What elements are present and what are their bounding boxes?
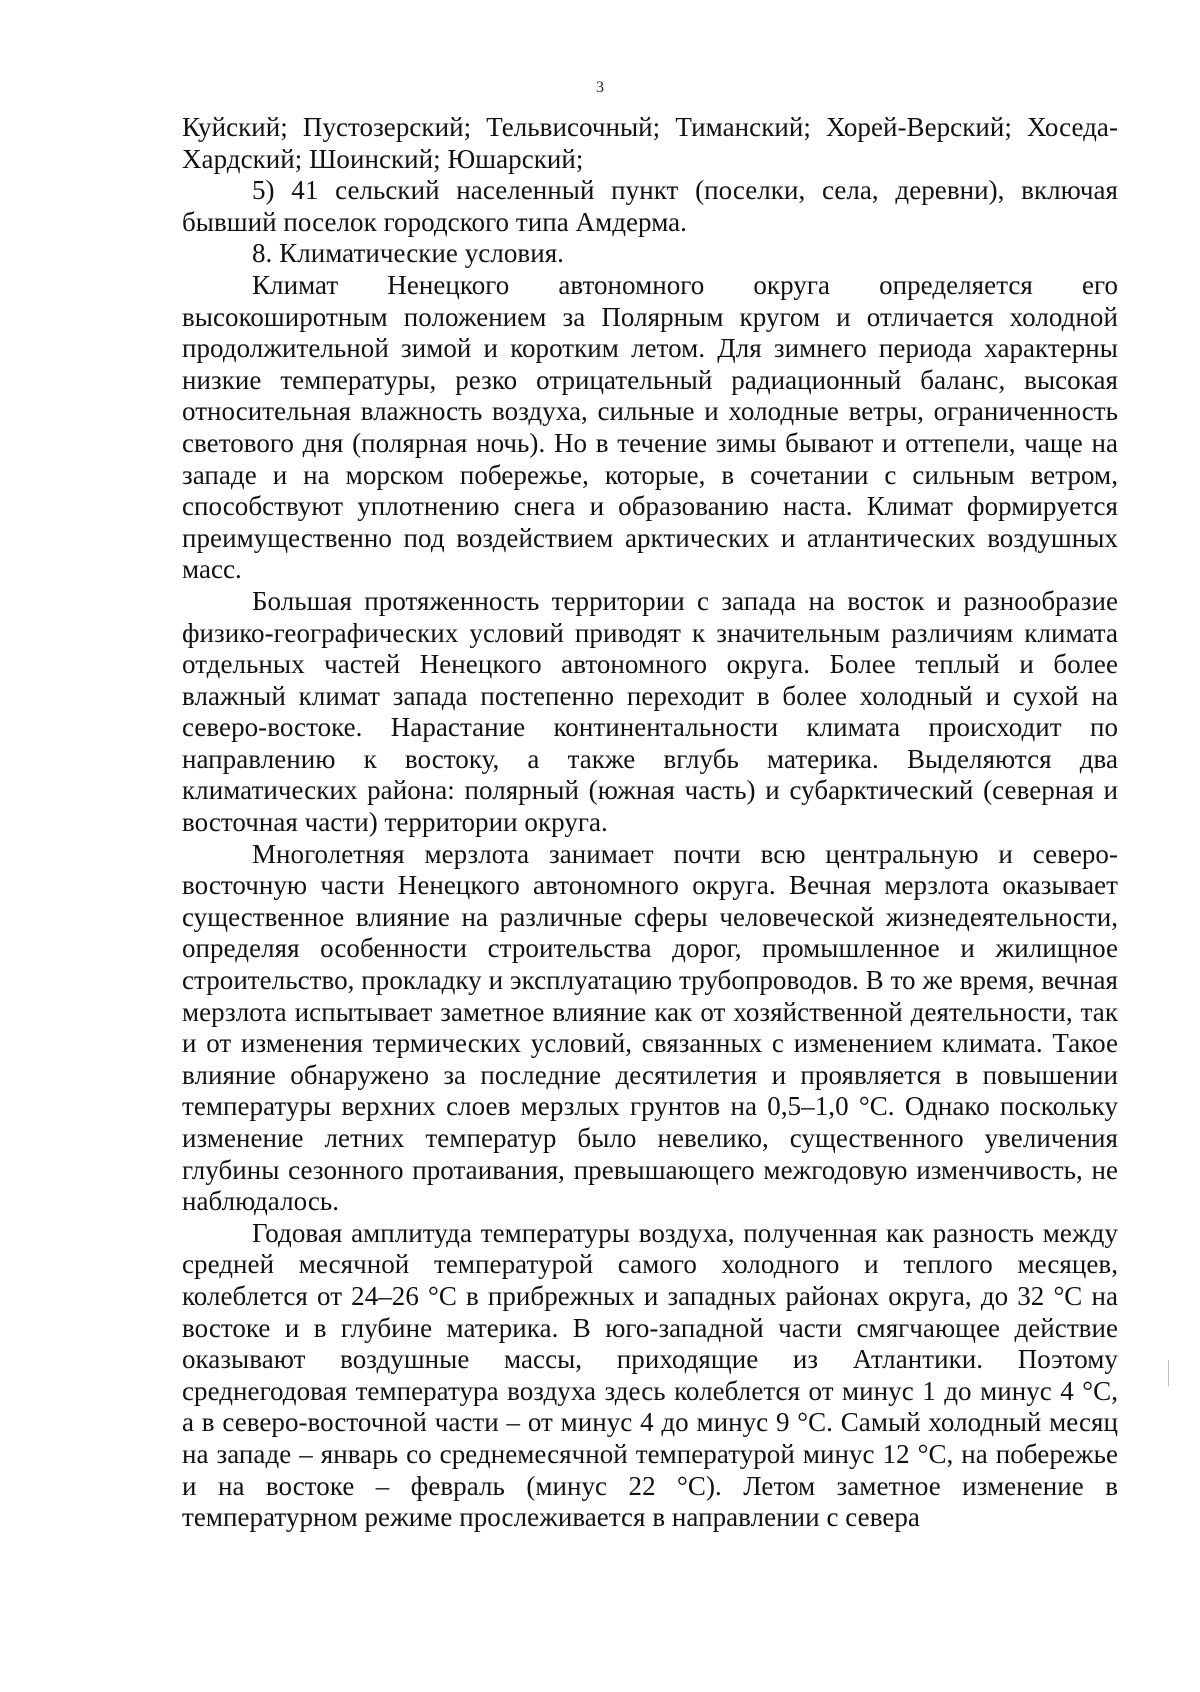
page-number: 3: [596, 79, 604, 96]
scan-artifact-line: [1168, 1360, 1169, 1386]
paragraph-temperature-amplitude: Годовая амплитуда температуры воздуха, полученная как разность между средней месячной температурой самого холодного и теплого месяцев, колеблется от 24–26 °С в прибрежных и западных районах округа, до 32 °С на востоке и в глубине материка. В юго-западной части смягчающее действие оказывают воздушные массы, приходящие из Атлантики. Поэтому среднегодовая температура воздуха здесь колеблется от минус 1 до минус 4 °С, а в северо-восточной части – от минус 4 до минус 9 °С. Самый холодный месяц на западе – январь со среднемесячной температурой минус 12 °С, на побережье и на востоке – февраль (минус 22 °С). Летом заметное изменение в температурном режиме прослеживается в направлении с севера: [182, 1217, 1118, 1533]
paragraph-continuation: Куйский; Пустозерский; Тельвисочный; Тиманский; Хорей-Верский; Хоседа-Хардский; Шоинский; Юшарский;: [182, 112, 1118, 174]
document-body: [182, 112, 1118, 1534]
section-heading-climate: 8. Климатические условия.: [252, 238, 564, 269]
paragraph-climate-overview: Климат Ненецкого автономного округа определяется его высокоширотным положением за Полярным кругом и отличается холодной продолжительной зимой и коротким летом. Для зимнего периода характерны низкие температуры, резко отрицательный радиационный баланс, высокая относительная влажность воздуха, сильные и холодные ветры, ограниченность светового дня (полярная ночь). Но в течение зимы бывают и оттепели, чаще на западе и на морском побережье, которые, в сочетании с сильным ветром, способствуют уплотнению снега и образованию наста. Климат формируется преимущественно под воздействием арктических и атлантических воздушных масс.: [182, 269, 1118, 585]
paragraph-list-item-5: 5) 41 сельский населенный пункт (поселки, села, деревни), включая бывший поселок городского типа Амдерма.: [182, 175, 1118, 237]
paragraph-climate-regions: Большая протяженность территории с запада на восток и разнообразие физико-географических условий приводят к значительным различиям климата отдельных частей Ненецкого автономного округа. Более теплый и более влажный климат запада постепенно переходит в более холодный и сухой на северо-востоке. Нарастание континентальности климата происходит по направлению к востоку, а также вглубь материка. Выделяются два климатических района: полярный (южная часть) и субарктический (северная и восточная части) территории округа.: [182, 585, 1118, 838]
paragraph-permafrost: Многолетняя мерзлота занимает почти всю центральную и северо-восточную части Ненецкого автономного округа. Вечная мерзлота оказывает существенное влияние на различные сферы человеческой жизнедеятельности, определяя особенности строительства дорог, промышленное и жилищное строительство, прокладку и эксплуатацию трубопроводов. В то же время, вечная мерзлота испытывает заметное влияние как от хозяйственной деятельности, так и от изменения термических условий, связанных с изменением климата. Такое влияние обнаружено за последние десятилетия и проявляется в повышении температуры верхних слоев мерзлых грунтов на 0,5–1,0 °С. Однако поскольку изменение летних температур было невелико, существенного увеличения глубины сезонного протаивания, превышающего межгодовую изменчивость, не наблюдалось.: [182, 838, 1118, 1217]
